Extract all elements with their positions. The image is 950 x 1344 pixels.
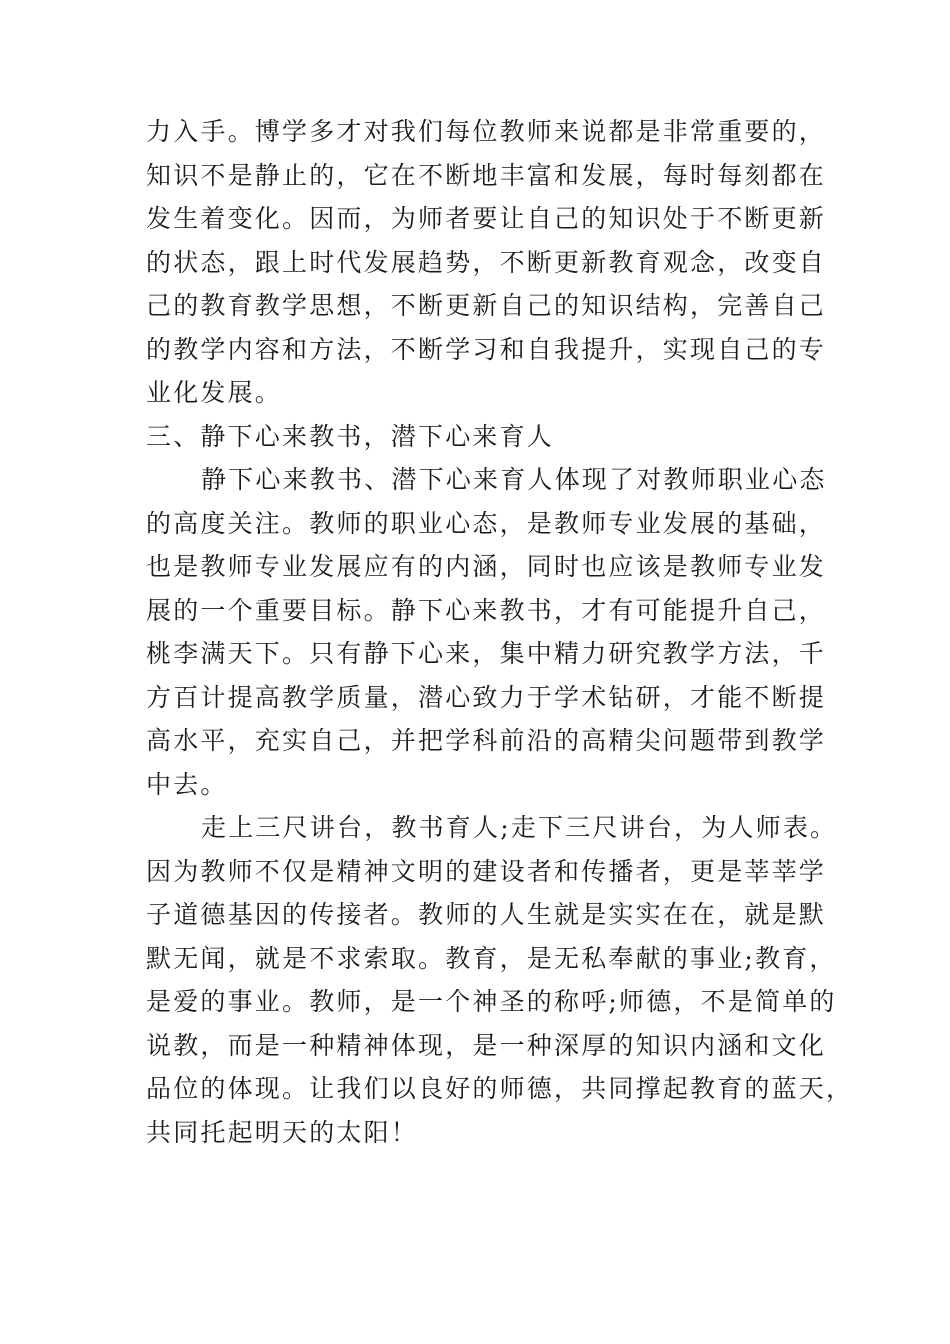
section-heading: 三、静下心来教书，潜下心来育人	[146, 421, 555, 451]
text-line: 方百计提高教学质量，潜心致力于学术钻研，才能不断提	[146, 682, 827, 712]
text-line: 己的教育教学思想，不断更新自己的知识结构，完善自己	[146, 291, 827, 320]
text-line: 知识不是静止的，它在不断地丰富和发展，每时每刻都在	[146, 160, 827, 190]
text-line: 发生着变化。因而，为师者要让自己的知识处于不断更新	[146, 204, 827, 233]
text-line: 的高度关注。教师的职业心态，是教师专业发展的基础，	[146, 508, 827, 538]
text-line: 桃李满天下。只有静下心来，集中精力研究教学方法，千	[146, 639, 827, 668]
text-line: 也是教师专业发展应有的内涵，同时也应该是教师专业发	[146, 552, 827, 581]
text-line: 高水平，充实自己，并把学科前沿的高精尖问题带到教学	[146, 726, 827, 755]
text-line: 力入手。博学多才对我们每位教师来说都是非常重要的，	[146, 117, 827, 146]
text-line: 子道德基因的传接者。教师的人生就是实实在在，就是默	[146, 900, 827, 929]
text-line: 因为教师不仅是精神文明的建设者和传播者，更是莘莘学	[146, 856, 827, 886]
paragraph-continuation	[146, 110, 827, 415]
text-line: 说教，而是一种精神体现，是一种深厚的知识内涵和文化	[146, 1030, 827, 1060]
text-line: 业化发展。	[146, 378, 283, 407]
document-body	[146, 110, 854, 1154]
text-line: 的状态，跟上时代发展趋势，不断更新教育观念，改变自	[146, 247, 827, 277]
text-line: 静下心来教书、潜下心来育人体现了对教师职业心态	[201, 465, 827, 494]
text-line: 展的一个重要目标。静下心来教书，才有可能提升自己，	[146, 595, 827, 625]
paragraph-focus-on-teaching	[146, 458, 827, 806]
text-line: 的教学内容和方法，不断学习和自我提升，实现自己的专	[146, 334, 827, 364]
paragraph-teacher-ethics	[146, 806, 854, 1154]
text-line: 走上三尺讲台，教书育人;走下三尺讲台，为人师表。	[201, 813, 838, 842]
text-line: 中去。	[146, 769, 228, 799]
text-line: 共同托起明天的太阳！	[146, 1117, 419, 1147]
text-line: 是爱的事业。教师，是一个神圣的称呼;师德，不是简单的	[146, 987, 837, 1016]
text-line: 品位的体现。让我们以良好的师德，共同撑起教育的蓝天，	[146, 1074, 854, 1103]
text-line: 默无闻，就是不求索取。教育，是无私奉献的事业;教育，	[146, 943, 837, 973]
